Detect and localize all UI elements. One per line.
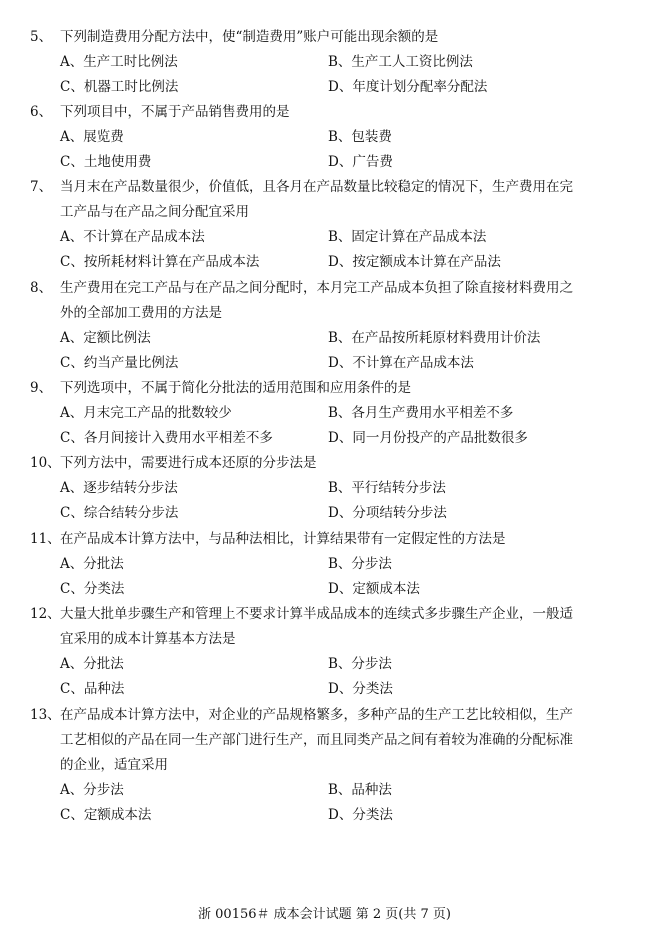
question-text: 生产费用在完工产品与在产品之间分配时，本月完工产品成本负担了除直接材料费用之 (60, 280, 573, 296)
question-number: 10、 (30, 455, 61, 471)
question-8 (30, 276, 630, 376)
option-d: D、分类法 (328, 807, 393, 823)
question-text: 下列方法中，需要进行成本还原的分步法是 (60, 455, 317, 471)
option-d: D、分项结转分步法 (328, 505, 447, 521)
question-text: 在产品成本计算方法中，对企业的产品规格繁多，多种产品的生产工艺比较相似，生产 (60, 707, 573, 723)
question-5 (30, 25, 630, 100)
option-b: B、包装费 (328, 129, 392, 145)
question-12 (30, 602, 630, 702)
option-b: B、在产品按所耗原材料费用计价法 (328, 330, 541, 346)
question-10 (30, 451, 630, 526)
option-c: C、分类法 (60, 581, 125, 597)
question-number: 9、 (30, 380, 53, 396)
option-b: B、生产工人工资比例法 (328, 54, 473, 70)
question-number: 5、 (30, 29, 53, 45)
question-number: 11、 (30, 531, 61, 547)
option-d: D、不计算在产品成本法 (328, 355, 474, 371)
option-a: A、月末完工产品的批数较少 (60, 405, 232, 421)
option-a: A、分批法 (60, 656, 124, 672)
option-c: C、机器工时比例法 (60, 79, 179, 95)
option-c: C、约当产量比例法 (60, 355, 179, 371)
question-number: 7、 (30, 179, 53, 195)
question-text: 下列项目中，不属于产品销售费用的是 (60, 104, 290, 120)
question-text: 当月末在产品数量很少，价值低，且各月在产品数量比较稳定的情况下，生产费用在完 (60, 179, 573, 195)
option-c: C、各月间接计入费用水平相差不多 (60, 430, 273, 446)
option-b: B、品种法 (328, 782, 392, 798)
question-7 (30, 175, 630, 275)
question-text: 大量大批单步骤生产和管理上不要求计算半成品成本的连续式多步骤生产企业，一般适 (60, 606, 573, 622)
option-a: A、展览费 (60, 129, 124, 145)
option-a: A、分批法 (60, 556, 124, 572)
option-c: C、综合结转分步法 (60, 505, 179, 521)
option-d: D、广告费 (328, 154, 393, 170)
question-number: 8、 (30, 280, 53, 296)
option-d: D、定额成本法 (328, 581, 420, 597)
question-text-continued: 工艺相似的产品在同一生产部门进行生产，而且同类产品之间有着较为准确的分配标准 (60, 732, 573, 748)
option-b: B、固定计算在产品成本法 (328, 229, 487, 245)
option-a: A、分步法 (60, 782, 124, 798)
question-9 (30, 376, 630, 451)
question-text-continued: 外的全部加工费用的方法是 (60, 305, 222, 321)
option-d: D、同一月份投产的产品批数很多 (328, 430, 528, 446)
question-text: 在产品成本计算方法中，与品种法相比，计算结果带有一定假定性的方法是 (60, 531, 506, 547)
option-d: D、按定额成本计算在产品法 (328, 254, 501, 270)
option-a: A、生产工时比例法 (60, 54, 178, 70)
option-c: C、定额成本法 (60, 807, 152, 823)
option-a: A、不计算在产品成本法 (60, 229, 205, 245)
option-d: D、年度计划分配率分配法 (328, 79, 488, 95)
question-number: 12、 (30, 606, 61, 622)
option-b: B、分步法 (328, 556, 392, 572)
question-number: 13、 (30, 707, 61, 723)
option-b: B、平行结转分步法 (328, 480, 446, 496)
option-c: C、土地使用费 (60, 154, 152, 170)
option-b: B、分步法 (328, 656, 392, 672)
option-a: A、逐步结转分步法 (60, 480, 178, 496)
question-6 (30, 100, 630, 175)
option-b: B、各月生产费用水平相差不多 (328, 405, 514, 421)
question-text-continued: 的企业，适宜采用 (60, 757, 168, 773)
question-text-continued: 工产品与在产品之间分配宜采用 (60, 204, 249, 220)
option-c: C、品种法 (60, 681, 125, 697)
question-text-continued: 宜采用的成本计算基本方法是 (60, 631, 236, 647)
question-number: 6、 (30, 104, 53, 120)
option-a: A、定额比例法 (60, 330, 151, 346)
question-text: 下列制造费用分配方法中，使“制造费用”账户可能出现余额的是 (60, 29, 439, 45)
option-d: D、分类法 (328, 681, 393, 697)
question-11 (30, 527, 630, 602)
option-c: C、按所耗材料计算在产品成本法 (60, 254, 260, 270)
question-text: 下列选项中，不属于简化分批法的适用范围和应用条件的是 (60, 380, 411, 396)
page-footer: 浙 00156＃ 成本会计试题 第 2 页(共 7 页) (198, 907, 451, 922)
question-13 (30, 703, 630, 828)
